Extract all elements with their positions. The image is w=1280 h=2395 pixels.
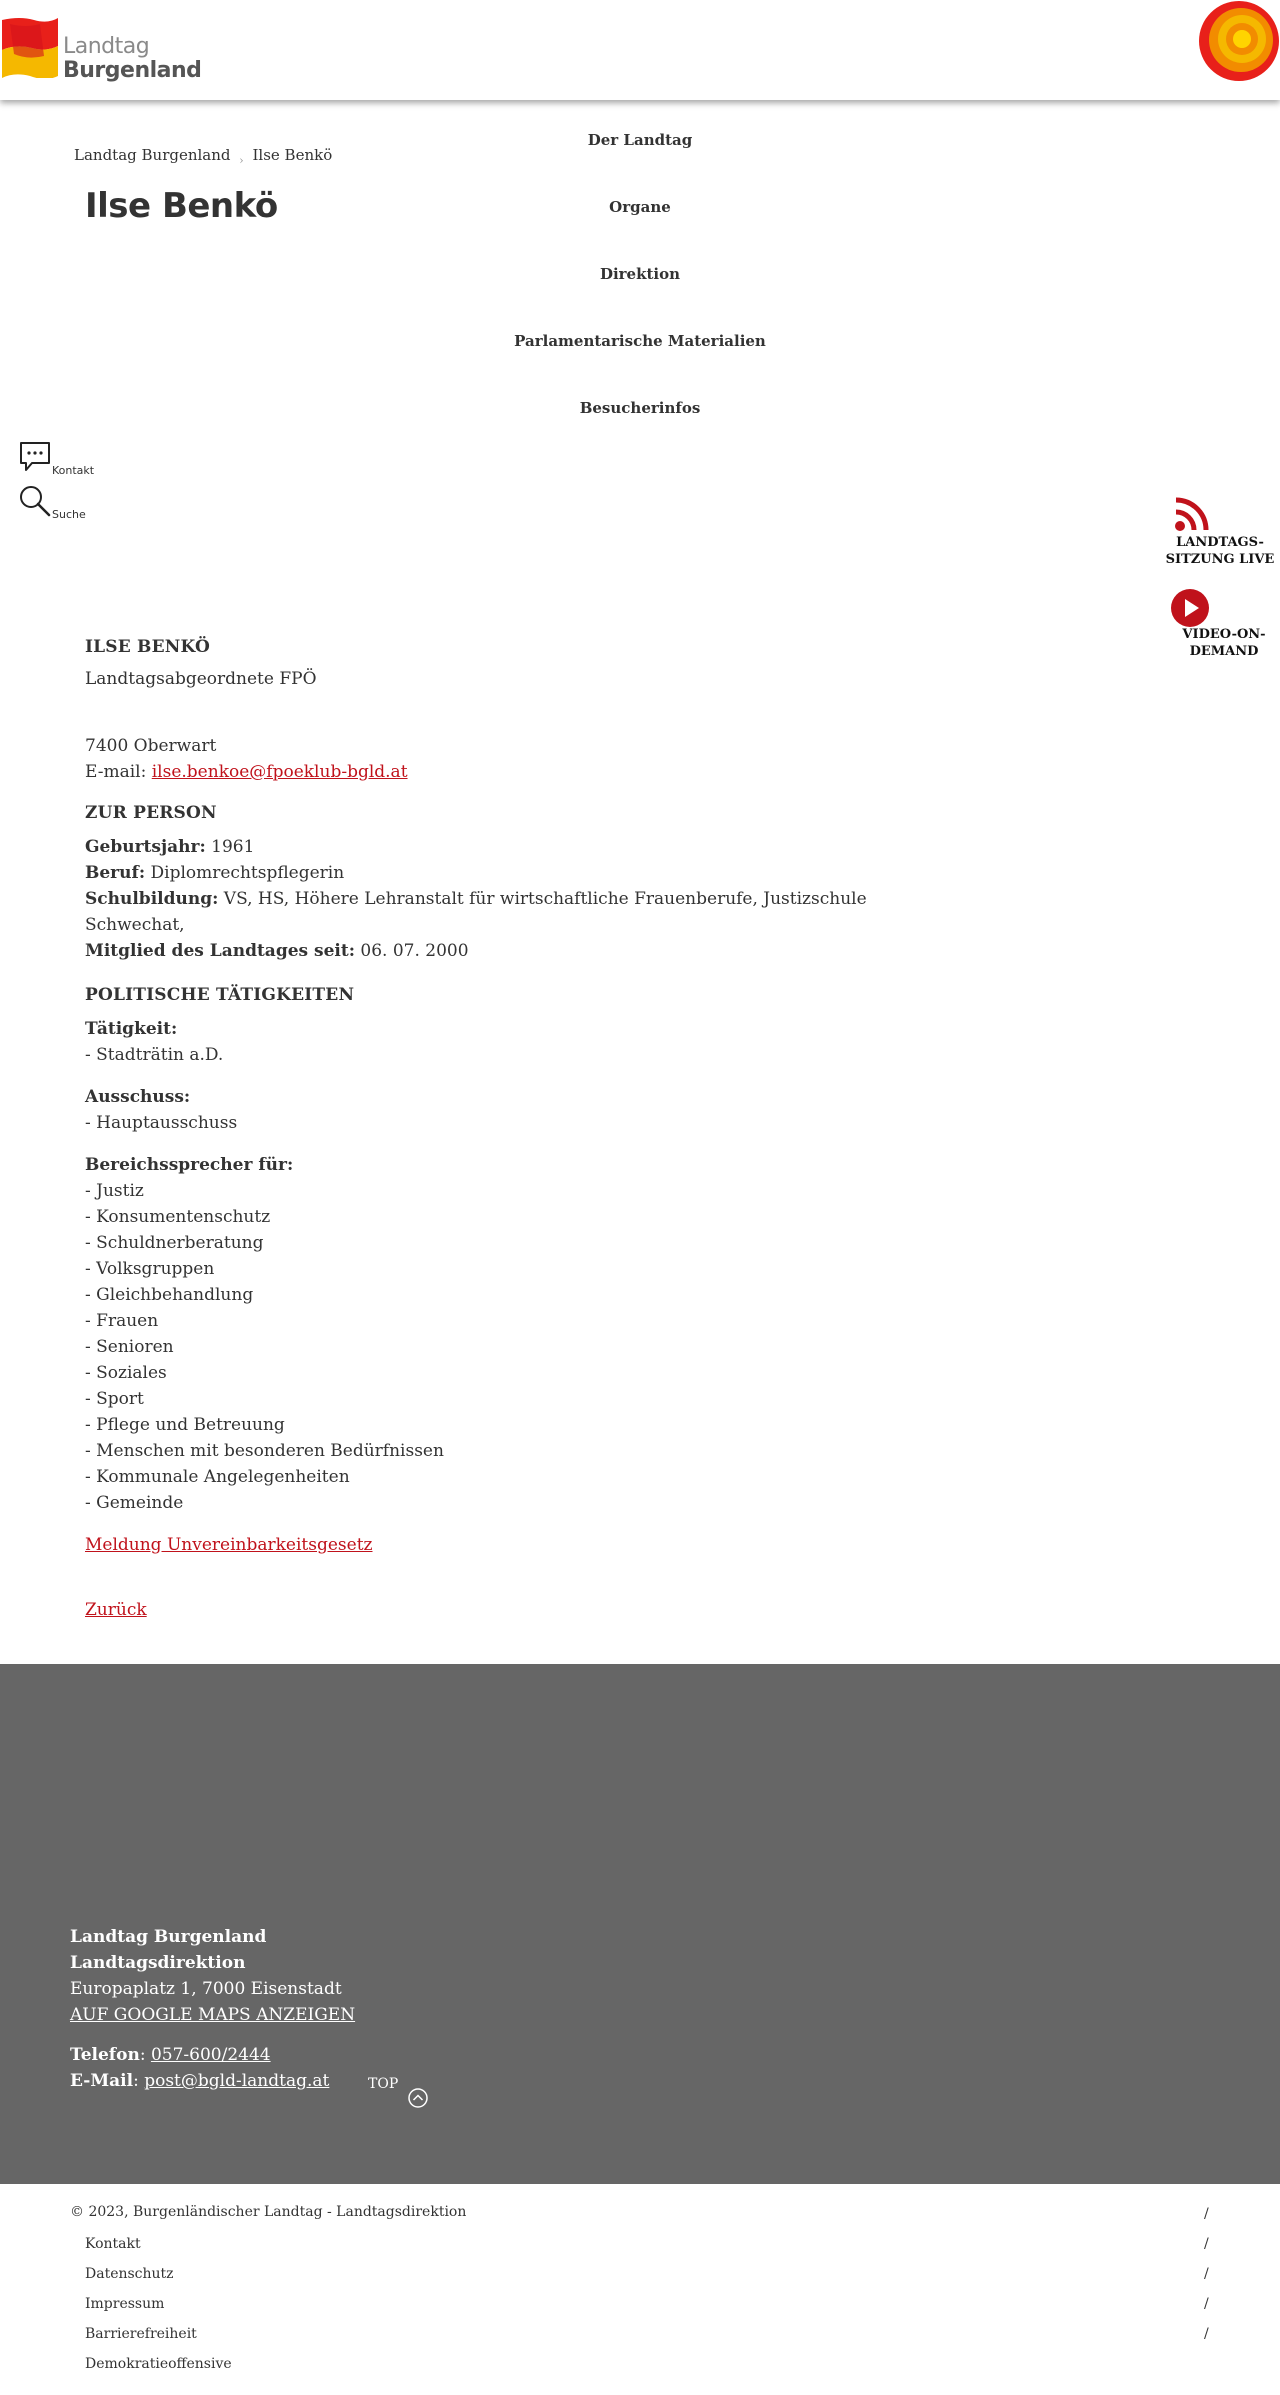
nav-item-direktion[interactable]: Direktion: [599, 265, 681, 283]
search-label: Suche: [52, 508, 86, 521]
education-value: VS, HS, Höhere Lehranstalt für wirtschaftliche Frauenberufe, Justizschule: [223, 889, 867, 909]
activity-label-text: Tätigkeit:: [85, 1019, 178, 1039]
list-item: - Konsumentenschutz: [85, 1207, 271, 1227]
link-separators: [1204, 2204, 1209, 2354]
back-to-top-button[interactable]: [368, 2076, 398, 2092]
separator: /: [1204, 2326, 1209, 2342]
nav-item-parlamentarische-materialien[interactable]: Parlamentarische Materialien: [514, 332, 766, 350]
spokesperson-label-text: Bereichssprecher für:: [85, 1155, 294, 1175]
phone-link[interactable]: 057-600/2444: [150, 2045, 271, 2065]
profile-address: 7400 Oberwart: [85, 736, 217, 756]
committee-value: - Hauptausschuss: [85, 1113, 238, 1133]
list-item: - Gleichbehandlung: [85, 1285, 254, 1305]
politics-heading: POLITISCHE TÄTIGKEITEN: [85, 985, 355, 1005]
footer-email-label: E-Mail: [70, 2071, 134, 2091]
vod-label-line2: DEMAND: [1189, 644, 1259, 659]
profile-email-row: [85, 759, 905, 785]
incompatibility-report-link[interactable]: Meldung Unvereinbarkeitsgesetz: [85, 1535, 373, 1555]
footer-email-link[interactable]: post@bgld-landtag.at: [144, 2071, 330, 2091]
footer-link-datenschutz[interactable]: Datenschutz: [85, 2266, 174, 2282]
nav-item-der-landtag[interactable]: Der Landtag: [587, 131, 693, 149]
contact-label: Kontakt: [52, 464, 95, 477]
rss-broadcast-icon: [1172, 494, 1212, 534]
job-row: [85, 860, 905, 886]
list-item: - Pflege und Betreuung: [85, 1415, 285, 1435]
session-live-label: [1160, 534, 1280, 568]
separator: /: [1204, 2236, 1209, 2252]
list-item: - Volksgruppen: [85, 1259, 215, 1279]
committee-label: [85, 1084, 905, 1110]
nav-item-organe[interactable]: Organe: [609, 198, 671, 216]
footer-org-name: Landtag Burgenland: [70, 1927, 267, 1947]
video-on-demand-button[interactable]: [1160, 588, 1280, 668]
list-item: - Justiz: [85, 1181, 144, 1201]
logo-text-landtag: Landtag: [63, 34, 150, 59]
search-icon: [18, 484, 52, 518]
profile-role: Landtagsabgeordnete FPÖ: [85, 669, 317, 689]
member-since-label: Mitglied des Landtages seit:: [85, 941, 355, 961]
back-link-row: [85, 1597, 905, 1623]
footer-org-dept: Landtagsdirektion: [70, 1953, 246, 1973]
chat-bubble-icon: [18, 440, 52, 474]
spokesperson-list: [85, 1178, 905, 1516]
person-heading: ZUR PERSON: [85, 803, 217, 823]
breadcrumb: [74, 146, 333, 167]
page-title: Ilse Benkö: [85, 186, 278, 226]
job-value: Diplomrechtspflegerin: [150, 863, 345, 883]
chevron-up-circle-icon: [408, 2088, 428, 2108]
footer-link-barrierefreiheit[interactable]: Barrierefreiheit: [85, 2326, 197, 2342]
birth-label: Geburtsjahr:: [85, 837, 206, 857]
session-live-label-line1: LANDTAGS-: [1176, 535, 1264, 550]
site-header: [0, 0, 1280, 100]
birth-row: [85, 834, 905, 860]
google-maps-link[interactable]: AUF GOOGLE MAPS ANZEIGEN: [70, 2005, 356, 2025]
list-item: - Kommunale Angelegenheiten: [85, 1467, 350, 1487]
footer-links: [85, 2234, 232, 2384]
copyright: © 2023, Burgenländischer Landtag - Landtagsdirektion: [70, 2204, 467, 2220]
back-link[interactable]: Zurück: [85, 1600, 147, 1620]
member-since-value: 06. 07. 2000: [360, 941, 469, 961]
phone-label: Telefon: [70, 2045, 140, 2065]
session-live-label-line2: SITZUNG LIVE: [1165, 552, 1275, 567]
site-logo[interactable]: [0, 16, 202, 86]
separator: /: [1204, 2206, 1209, 2222]
bottom-bar: [0, 2184, 1280, 2395]
footer-link-kontakt[interactable]: Kontakt: [85, 2236, 141, 2252]
footer-link-demokratieoffensive[interactable]: Demokratieoffensive: [85, 2356, 232, 2372]
session-live-button[interactable]: [1160, 494, 1280, 574]
vod-label-line1: VIDEO-ON-: [1182, 627, 1266, 642]
education-continued: Schwechat,: [85, 915, 185, 935]
main-nav: [470, 120, 810, 455]
profile-name-heading: ILSE BENKÖ: [85, 637, 211, 657]
breadcrumb-current: Ilse Benkö: [252, 146, 333, 164]
breadcrumb-separator-icon: ›: [239, 154, 244, 167]
back-to-top-label: TOP: [368, 2076, 399, 2092]
footer-contact-info: Landtag Burgenland Landtagsdirektion Europaplatz 1, 7000 Eisenstadt AUF GOOGLE MAPS ANZEIGEN Telefon: 057-600/2444 E-Mail: post@bgld-landtag.at: [70, 1927, 356, 2091]
nav-item-besucherinfos[interactable]: Besucherinfos: [579, 399, 701, 417]
incompatibility-link-row: [85, 1532, 905, 1558]
education-label: Schulbildung:: [85, 889, 219, 909]
list-item: - Senioren: [85, 1337, 174, 1357]
committee-label-text: Ausschuss:: [85, 1087, 191, 1107]
member-since-row: [85, 938, 905, 964]
list-item: - Soziales: [85, 1363, 167, 1383]
birth-value: 1961: [211, 837, 255, 857]
email-label: E-mail:: [85, 762, 147, 782]
play-icon: [1170, 588, 1210, 628]
activity-label: [85, 1016, 905, 1042]
breadcrumb-home[interactable]: Landtag Burgenland: [74, 146, 231, 164]
list-item: - Schuldnerberatung: [85, 1233, 264, 1253]
footer-link-impressum[interactable]: Impressum: [85, 2296, 165, 2312]
swirl-emblem-icon[interactable]: [1198, 0, 1280, 82]
activity-value: - Stadträtin a.D.: [85, 1045, 224, 1065]
logo-text-burgenland: Burgenland: [63, 58, 202, 83]
separator: /: [1204, 2296, 1209, 2312]
list-item: - Menschen mit besonderen Bedürfnissen: [85, 1441, 444, 1461]
list-item: - Sport: [85, 1389, 144, 1409]
spokesperson-label: [85, 1152, 905, 1178]
email-link[interactable]: ilse.benkoe@fpoeklub-bgld.at: [151, 762, 408, 782]
footer-address: Europaplatz 1, 7000 Eisenstadt: [70, 1979, 342, 1999]
list-item: - Frauen: [85, 1311, 159, 1331]
site-footer: [0, 1664, 1280, 2184]
job-label: Beruf:: [85, 863, 146, 883]
separator: /: [1204, 2266, 1209, 2282]
flag-icon: [0, 16, 60, 78]
list-item: - Gemeinde: [85, 1493, 184, 1513]
video-on-demand-label: [1164, 626, 1280, 660]
education-row: [85, 886, 905, 912]
